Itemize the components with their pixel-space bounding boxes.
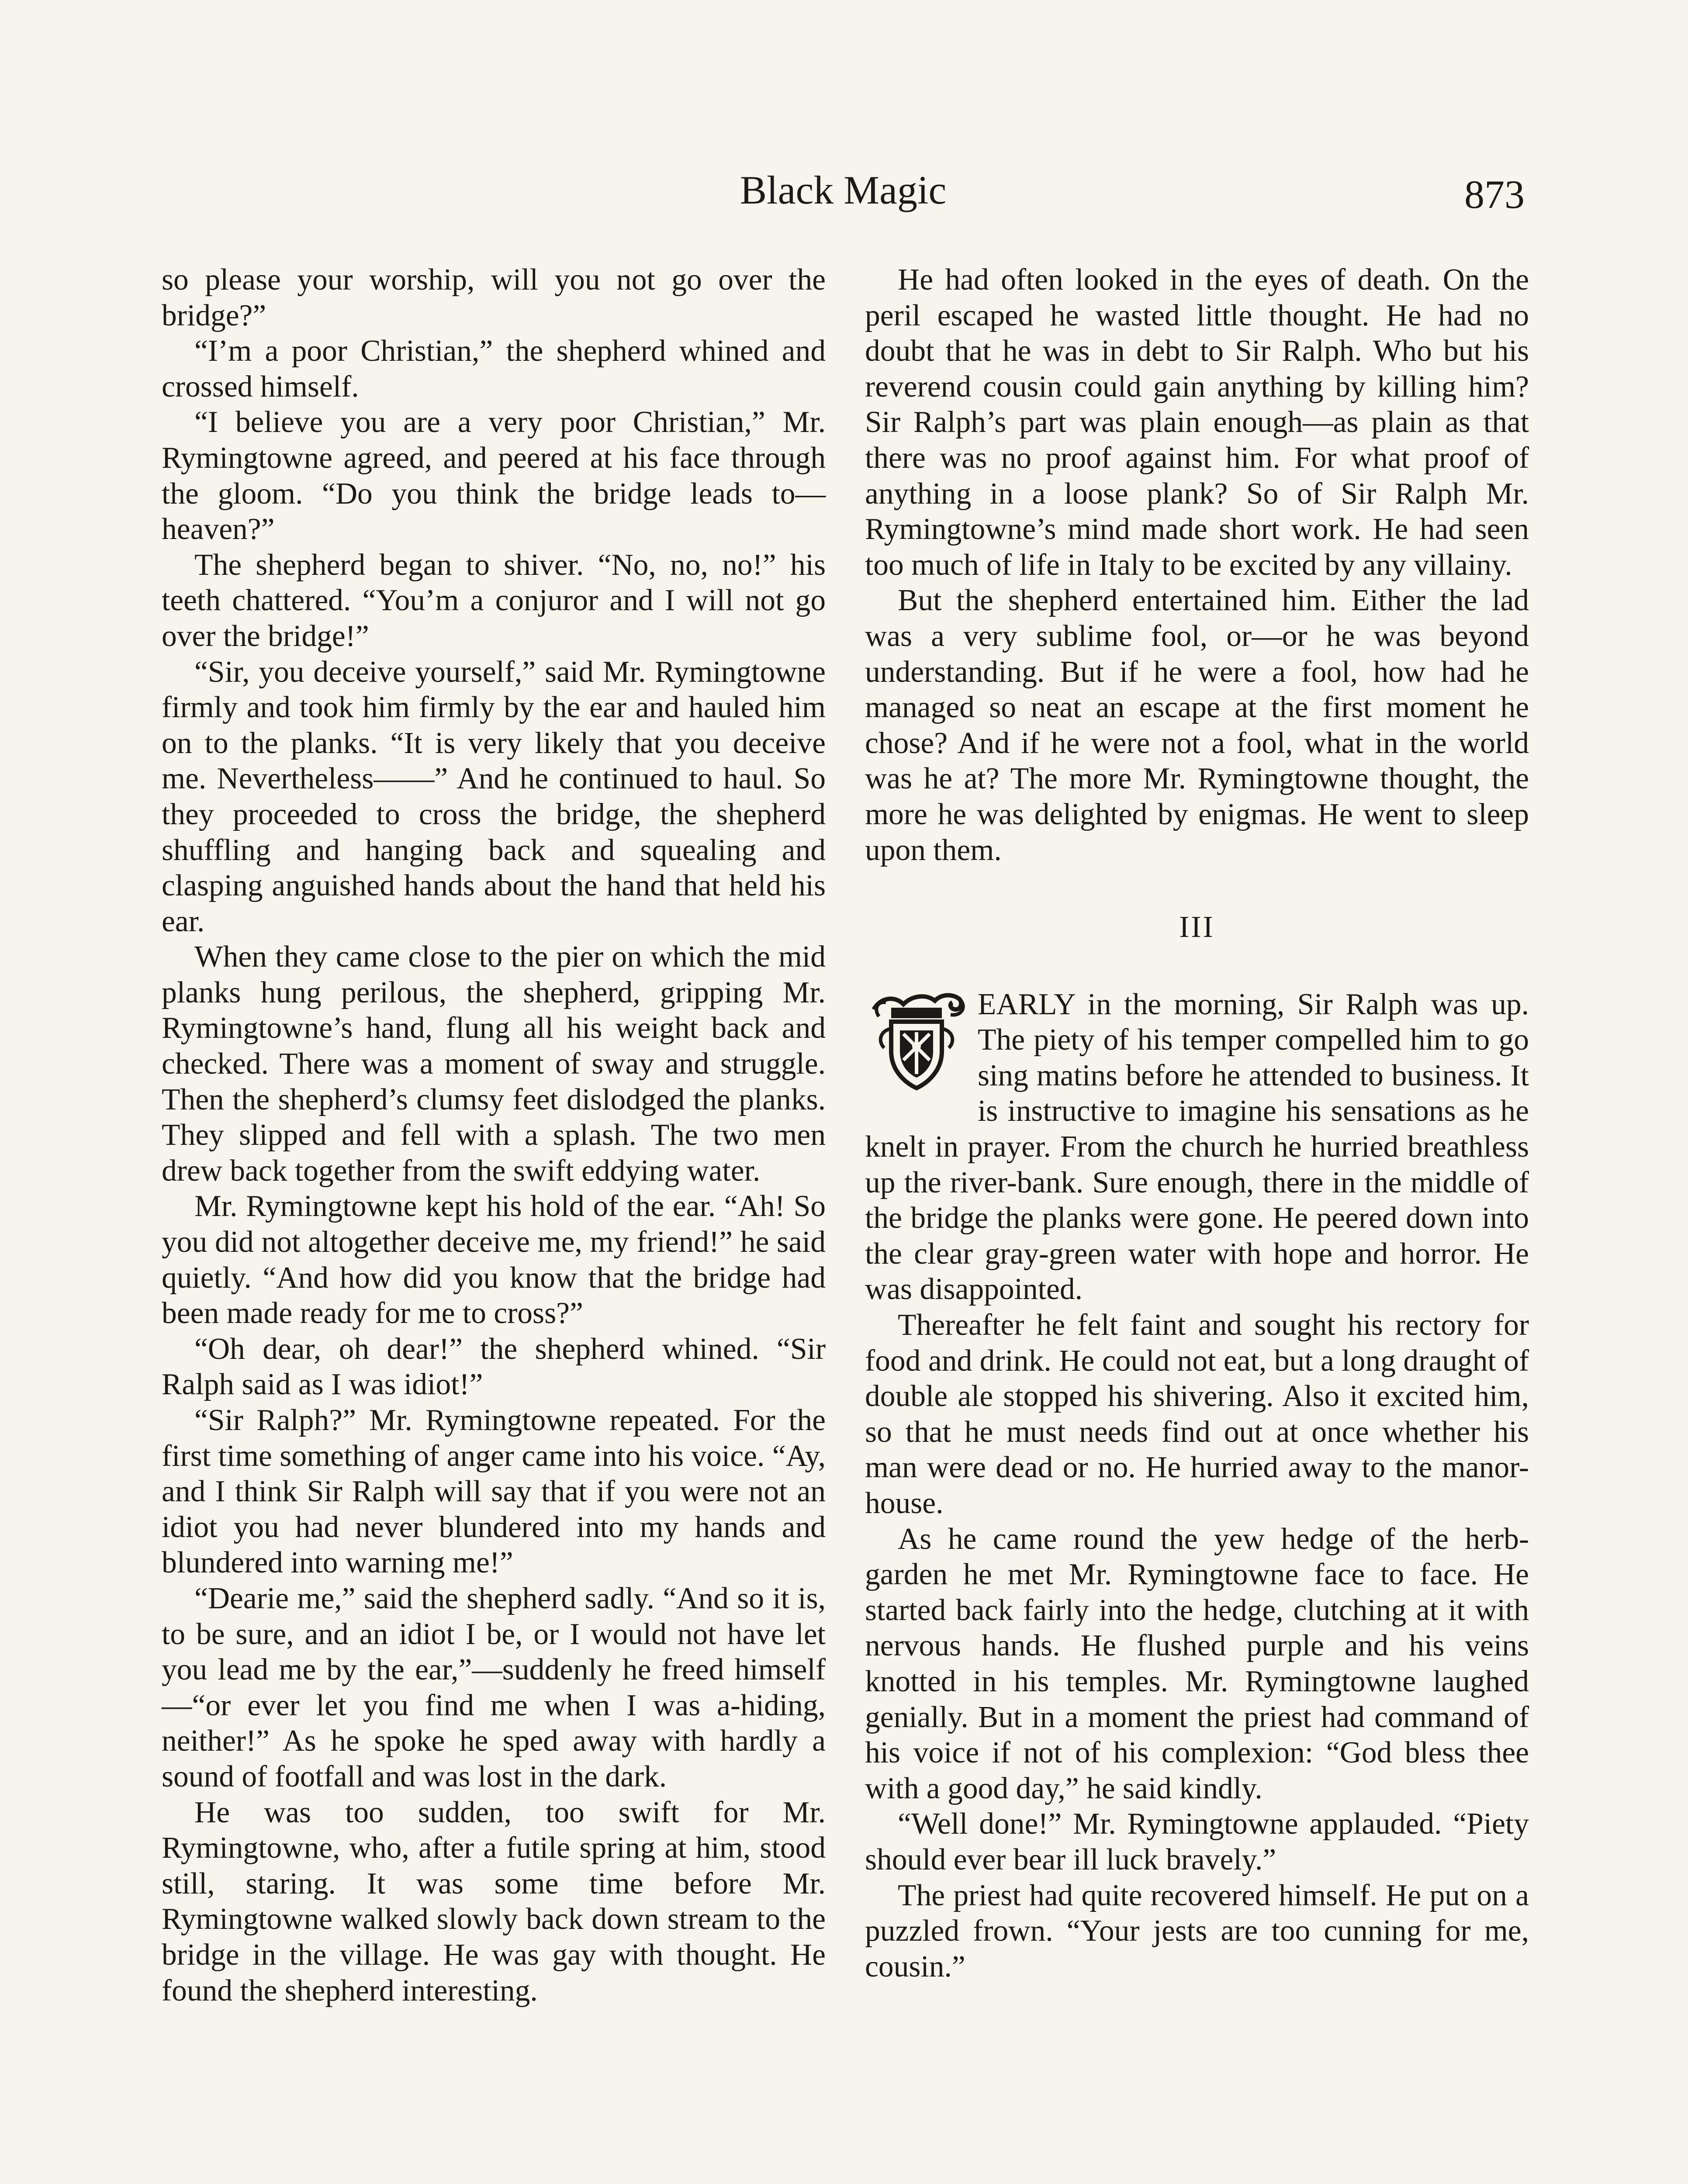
paragraph: so please your worship, will you not go over the bridge?” [162,263,826,332]
paragraph: “I believe you are a very poor Christian,” Mr. Rymingtowne agreed, and peered at his face through the gloom. “Do you think the bridge leads to—heaven?” [162,405,826,546]
paragraph: He was too sudden, too swift for Mr. Rymingtowne, who, after a futile spring at him, stood still, staring. It was some time before Mr. Rymingtowne walked slowly back down stream to the bridge in the village. He was gay with thought. He found the shepherd interesting. [162,1795,826,2008]
paragraph: He had often looked in the eyes of death. On the peril escaped he wasted little thought. He had no doubt that he was in debt to Sir Ralph. Who but his reverend cousin could gain anything by killing him? Sir Ralph’s part was plain enough—as plain as that there was no proof against him. For what proof of anything in a loose plank? So of Sir Ralph Mr. Rymingtowne’s mind made short work. He had seen too much of life in Italy to be excited by any villainy. [865,263,1529,582]
paragraph: When they came close to the pier on which the mid planks hung perilous, the shepherd, gripping Mr. Rymingtowne’s hand, flung all his weight back and checked. There was a moment of sway and struggle. Then the shepherd’s clumsy feet dislodged the planks. They slipped and fell with a splash. The two men drew back together from the swift eddying water. [162,940,826,1188]
paragraph: As he came round the yew hedge of the herb-garden he met Mr. Rymingtowne face to face. He started back fairly into the hedge, clutching at it with nervous hands. He flushed purple and his veins knotted in his temples. Mr. Rymingtowne laughed genially. But in a moment the priest had command of his voice if not of his complexion: “God bless thee with a good day,” he said kindly. [865,1522,1529,1805]
paragraph: Thereafter he felt faint and sought his rectory for food and drink. He could not eat, but a long draught of double ale stopped his shivering. Also it excited him, so that he must needs find out at once whether his man were dead or no. He hurried away to the manor-house. [865,1308,1529,1520]
paragraph: EARLY in the morning, Sir Ralph was up. The piety of his temper compelled him to go sing matins before he attended to business. It is instructive to imagine his sensations as he knelt in prayer. From the church he hurried breathless up the river-bank. Sure enough, there in the middle of the bridge the planks were gone. He peered down into the clear gray-green water with hope and horror. He was disappointed. [865,987,1529,1306]
section-heading: III [1179,910,1215,944]
paragraph: “Sir, you deceive yourself,” said Mr. Rymingtowne firmly and took him firmly by the ear and hauled him on to the planks. “It is very likely that you deceive me. Nevertheless——” And he continued to haul. So they proceeded to cross the bridge, the shepherd shuffling and hanging back and squealing and clasping anguished hands about the hand that held his ear. [162,655,826,938]
paragraph: But the shepherd entertained him. Either the lad was a very sublime fool, or—or he was beyond understanding. But if he were a fool, how had he managed so neat an escape at the first moment he chose? And if he were not a fool, what in the world was he at? The more Mr. Rymingtowne thought, the more he was delighted by enigmas. He went to sleep upon them. [865,584,1529,867]
paragraph: “Dearie me,” said the shepherd sadly. “And so it is, to be sure, and an idiot I be, or I would not have let you lead me by the ear,”—suddenly he freed himself—“or ever let you find me when I was a-hiding, neither!” As he spoke he sped away with hardly a sound of footfall and was lost in the dark. [162,1581,826,1794]
ornamental-initial-shield-icon [865,990,970,1094]
left-column [162,262,826,2008]
paragraph: “I’m a poor Christian,” the shepherd whined and crossed himself. [162,334,826,404]
paragraph: The priest had quite recovered himself. He put on a puzzled frown. “Your jests are too cunning for me, cousin.” [865,1878,1529,1984]
paragraph: Mr. Rymingtowne kept his hold of the ear. “Ah! So you did not altogether deceive me, my friend!” he said quietly. “And how did you know that the bridge had been made ready for me to cross?” [162,1189,826,1330]
running-title: Black Magic [740,168,947,212]
paragraph: “Sir Ralph?” Mr. Rymingtowne repeated. For the first time something of anger came into his voice. “Ay, and I think Sir Ralph will say that if you were not an idiot you had never blundered into my hands and blundered into warning me!” [162,1403,826,1580]
paragraph: The shepherd began to shiver. “No, no, no!” his teeth chattered. “You’m a conjuror and I will not go over the bridge!” [162,548,826,653]
paragraph: “Well done!” Mr. Rymingtowne applauded. “Piety should ever bear ill luck bravely.” [865,1807,1529,1876]
right-column [865,262,1529,1984]
running-head [162,162,1525,227]
page-number: 873 [1464,172,1525,217]
paragraph: “Oh dear, oh dear!” the shepherd whined. “Sir Ralph said as I was idiot!” [162,1332,826,1402]
